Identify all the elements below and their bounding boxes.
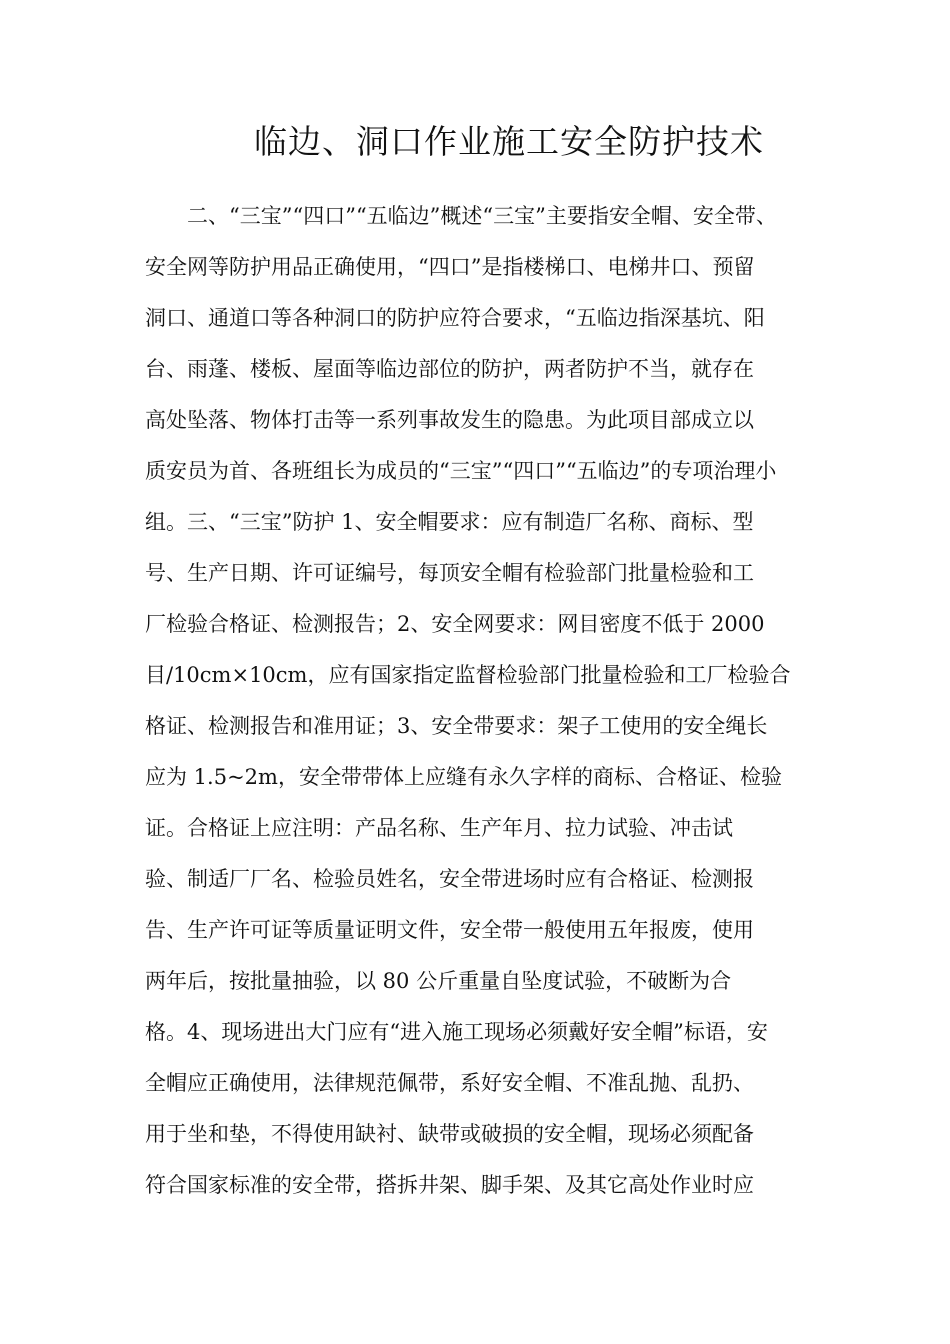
paragraph-line: 格。4、现场进出大门应有“进入施工现场必须戴好安全帽”标语，安 bbox=[145, 1020, 768, 1044]
paragraph-line: 高处坠落、物体打击等一系列事故发生的隐患。为此项目部成立以 bbox=[145, 408, 754, 432]
paragraph-line: 符合国家标准的安全带，搭拆井架、脚手架、及其它高处作业时应 bbox=[145, 1173, 754, 1197]
paragraph-line: 两年后，按批量抽验，以 80 公斤重量自坠度试验，不破断为合 bbox=[145, 969, 732, 993]
paragraph-line: 洞口、通道口等各种洞口的防护应符合要求，“五临边指深基坑、阳 bbox=[145, 306, 765, 330]
paragraph-line: 号、生产日期、许可证编号，每顶安全帽有检验部门批量检验和工 bbox=[145, 561, 754, 585]
paragraph-line: 台、雨蓬、楼板、屋面等临边部位的防护，两者防护不当，就存在 bbox=[145, 357, 754, 381]
paragraph-line: 告、生产许可证等质量证明文件，安全带一般使用五年报废，使用 bbox=[145, 918, 754, 942]
paragraph-line: 用于坐和垫，不得使用缺衬、缺带或破损的安全帽，现场必须配备 bbox=[145, 1122, 754, 1146]
paragraph-line: 安全网等防护用品正确使用，“四口”是指楼梯口、电梯井口、预留 bbox=[145, 255, 755, 279]
paragraph-line: 格证、检测报告和准用证；3、安全带要求：架子工使用的安全绳长 bbox=[145, 714, 768, 738]
paragraph-line: 应为 1.5~2m，安全带带体上应缝有永久字样的商标、合格证、检验 bbox=[145, 765, 782, 789]
paragraph-line: 证。合格证上应注明：产品名称、生产年月、拉力试验、冲击试 bbox=[145, 816, 733, 840]
paragraph-line: 组。三、“三宝”防护 1、安全帽要求：应有制造厂名称、商标、型 bbox=[145, 510, 754, 534]
paragraph-line: 目/10cm×10cm，应有国家指定监督检验部门批量检验和工厂检验合 bbox=[145, 663, 791, 687]
paragraph-line: 验、制适厂厂名、检验员姓名，安全带进场时应有合格证、检测报 bbox=[145, 867, 754, 891]
paragraph-line: 全帽应正确使用，法律规范佩带，系好安全帽、不准乱抛、乱扔、 bbox=[145, 1071, 754, 1095]
paragraph-line: 质安员为首、各班组长为成员的“三宝”“四口”“五临边”的专项治理小 bbox=[145, 459, 777, 483]
document-title: 临边、洞口作业施工安全防护技术 bbox=[254, 122, 764, 161]
paragraph-line: 厂检验合格证、检测报告；2、安全网要求：网目密度不低于 2000 bbox=[145, 612, 765, 636]
paragraph-line: 二、“三宝”“四口”“五临边”概述“三宝”主要指安全帽、安全带、 bbox=[187, 204, 777, 228]
